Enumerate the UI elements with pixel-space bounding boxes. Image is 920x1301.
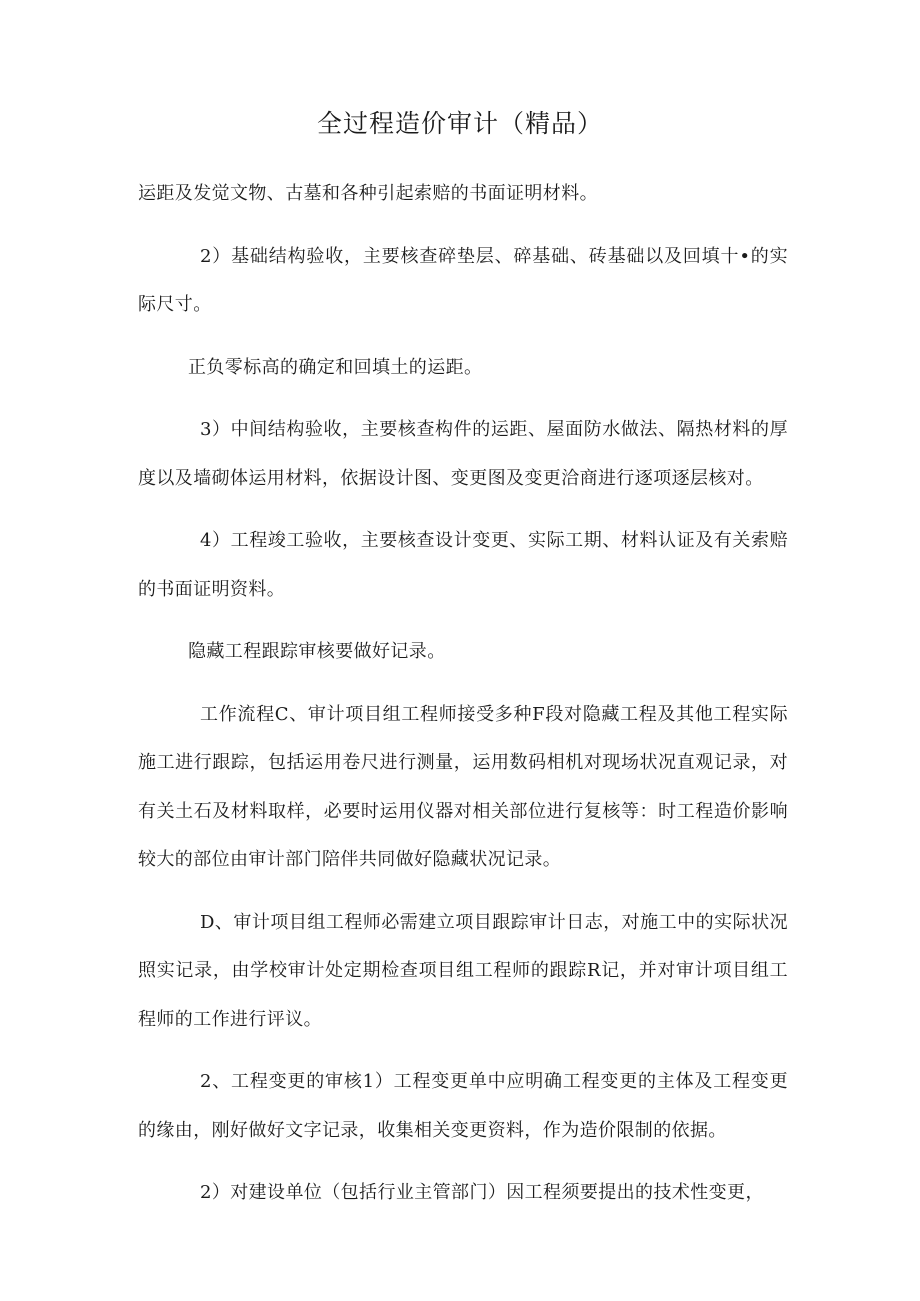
paragraph-10: 2）对建设单位（包括行业主管部门）因工程须要提出的技术性变更，: [200, 1182, 764, 1203]
paragraph-4: 3）中间结构验收，主要核查构件的运距、屋面防水做法、隔热材料的厚度以及墙砌体运用材料，依据设计图、变更图及变更洽商进行逐项逐层核对。: [138, 419, 788, 489]
paragraph-1: 运距及发觉文物、古墓和各种引起索赔的书面证明材料。: [138, 183, 598, 204]
paragraph-6: 隐藏工程跟踪审核要做好记录。: [188, 641, 446, 662]
paragraph-8: D、审计项目组工程师必需建立项目跟踪审计日志，对施工中的实际状况照实记录，由学校审计处定期检查项目组工程师的跟踪R记，并对审计项目组工程师的工作进行评议。: [138, 911, 788, 1030]
document-body: [138, 170, 788, 1232]
paragraph-2: 2）基础结构验收，主要核查碎垫层、碎基础、砖基础以及回填十•的实际尺寸。: [138, 245, 788, 315]
paragraph-7: 工作流程C、审计项目组工程师接受多种F段对隐藏工程及其他工程实际施工进行跟踪，包括运用卷尺进行测量，运用数码相机对现场状况直观记录，对有关土石及材料取样，必要时运用仪器对相关部位进行复核等：时工程造价影响较大的部位由审计部门陪伴共同做好隐藏状况记录。: [138, 703, 788, 870]
paragraph-5: 4）工程竣工验收，主要核查设计变更、实际工期、材料认证及有关索赔的书面证明资料。: [138, 530, 788, 600]
page-title: 全过程造价审计（精品）: [316, 109, 603, 138]
paragraph-9: 2、工程变更的审核1）工程变更单中应明确工程变更的主体及工程变更的缘由，刚好做好文字记录，收集相关变更资料，作为造价限制的依据。: [138, 1071, 788, 1141]
paragraph-3: 正负零标高的确定和回填土的运距。: [188, 356, 483, 378]
